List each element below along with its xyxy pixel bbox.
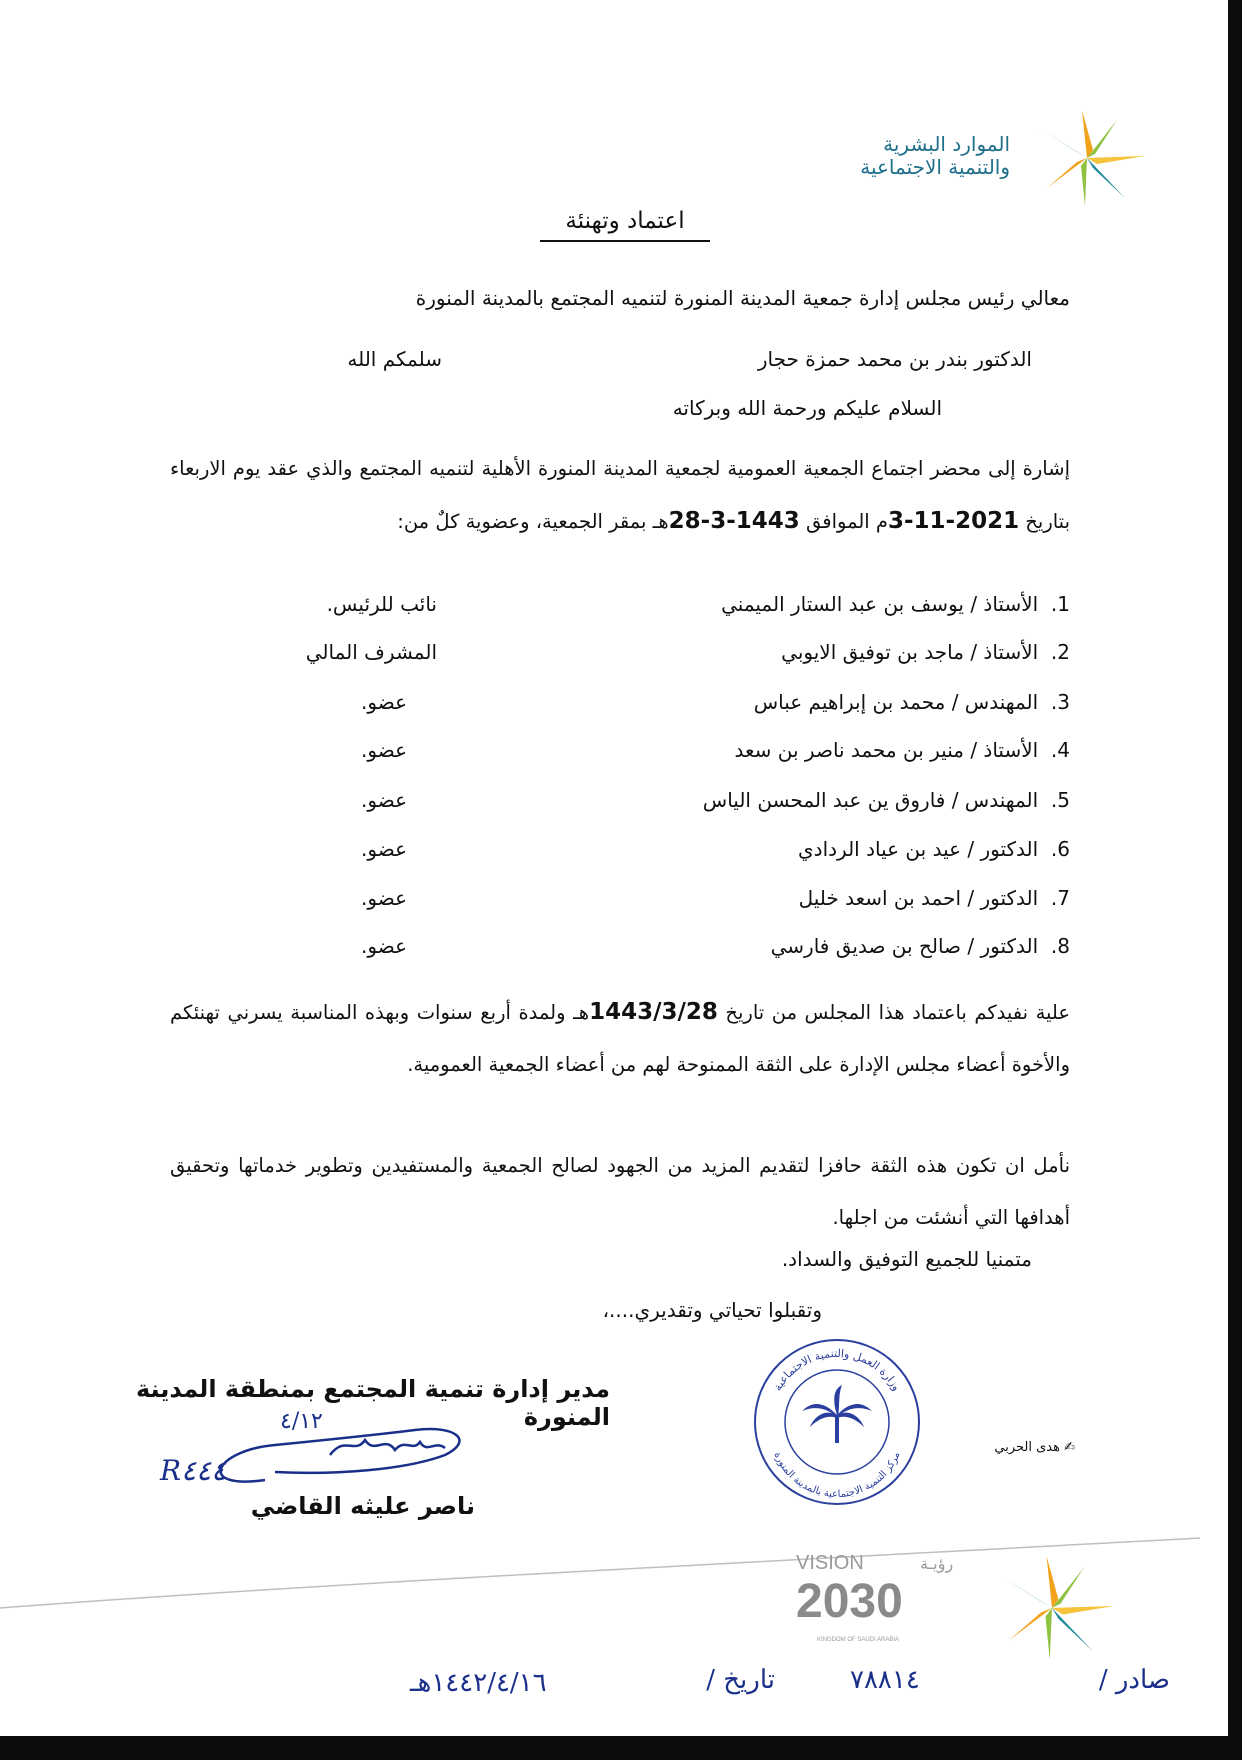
- official-stamp: [750, 1335, 925, 1510]
- recipient-salute: سلمكم الله: [347, 347, 442, 371]
- member-name: المهندس / فاروق ين عبد المحسن الياس: [702, 788, 1039, 812]
- member-name: الأستاذ / ماجد بن توفيق الايوبي: [781, 640, 1039, 664]
- preparer-initials: [950, 1440, 1075, 1455]
- member-row-8: [550, 932, 1070, 960]
- svg-text:مركز التنمية الاجتماعية بالمدي: [771, 1451, 902, 1501]
- member-row-6: [550, 835, 1070, 863]
- member-role: نائب للرئيس.: [326, 592, 437, 616]
- member-number: 1.: [1050, 592, 1070, 616]
- member-role: المشرف المالي: [305, 640, 437, 664]
- member-name: الدكتور / احمد بن اسعد خليل: [798, 886, 1039, 910]
- member-row-3: [550, 688, 1070, 716]
- member-number: 4.: [1050, 738, 1070, 762]
- pen-icon: ✍: [1064, 1440, 1075, 1455]
- member-role: عضو.: [361, 788, 407, 812]
- approval-text-2: هـ ولمدة أربع سنوات وبهذه المناسبة يسرني تهنئكم والأخوة أعضاء مجلس الإدارة على الثقة الممنوحة لهم من أعضاء الجمعية العمومية.: [170, 1001, 1070, 1076]
- member-name: الأستاذ / يوسف بن عبد الستار الميمني: [721, 592, 1039, 616]
- date-value: ١٤٤٢/٤/١٦هـ: [410, 1668, 547, 1698]
- vision-year: 2030: [796, 1575, 903, 1628]
- member-number: 3.: [1050, 690, 1070, 714]
- scan-border-right: [1228, 0, 1242, 1760]
- vision-2030-logo: [788, 1545, 954, 1680]
- member-number: 7.: [1050, 886, 1070, 910]
- handwritten-initials: R٤٤٤: [160, 1454, 227, 1487]
- ministry-star-logo-icon: [1025, 108, 1150, 208]
- approval-date: 1443/3/28: [589, 999, 718, 1025]
- member-row-1: [550, 590, 1070, 618]
- intro-text-3: هـ بمقر الجمعية، وعضوية كلٌ من:: [397, 510, 669, 533]
- document-title: اعتماد وتهنئة: [540, 208, 710, 242]
- signatory-name: ناصر عليثه القاضي: [250, 1492, 475, 1520]
- handwritten-signature: [155, 1410, 495, 1505]
- date-label: تاريخ /: [706, 1665, 775, 1695]
- outgoing-number: ٧٨٨١٤: [850, 1665, 920, 1695]
- ministry-name: [710, 133, 1010, 179]
- intro-hijri-date: 28-3-1443: [668, 508, 800, 534]
- approval-text-1: علية نفيدكم باعتماد هذا المجلس من تاريخ: [717, 1001, 1070, 1024]
- closing-line: وتقبلوا تحياتي وتقديري....،: [602, 1298, 822, 1322]
- scan-border-bottom: [0, 1736, 1242, 1760]
- member-row-7: [550, 884, 1070, 912]
- intro-text-2: م الموافق: [799, 510, 888, 533]
- member-number: 5.: [1050, 788, 1070, 812]
- member-name: الأستاذ / منير بن محمد ناصر بن سعد: [734, 738, 1039, 762]
- intro-text-1: إشارة إلى محضر اجتماع الجمعية العمومية لجمعية المدينة المنورة الأهلية لتنميه المجتمع والذي عقد يوم الاربعاء بتاريخ: [170, 457, 1070, 533]
- member-role: عضو.: [361, 738, 407, 762]
- recipient-name: الدكتور بندر بن محمد حمزة حجار: [757, 347, 1032, 371]
- member-row-2: [550, 638, 1070, 666]
- member-role: عضو.: [361, 690, 407, 714]
- hope-paragraph: نأمل ان تكون هذه الثقة حافزا لتقديم المزيد من الجهود لصالح الجمعية والمستفيدين وتطوير خدماتها وتحقيق أهدافها التي أنشئت من اجلها.: [170, 1154, 1070, 1229]
- signatory-title: مدير إدارة تنمية المجتمع بمنطقة المدينة المنورة: [135, 1375, 610, 1431]
- ministry-name-line1: الموارد البشرية: [883, 132, 1010, 156]
- stamp-bottom-text: مركز التنمية الاجتماعية بالمدينة المنورة: [771, 1450, 903, 1501]
- vision-country: KINGDOM OF SAUDI ARABIA: [816, 1637, 900, 1643]
- recipient-line: معالي رئيس مجلس إدارة جمعية المدينة المنورة لتنميه المجتمع بالمدينة المنورة: [415, 286, 1070, 310]
- vision-en: VISION: [796, 1552, 864, 1574]
- member-number: 6.: [1050, 837, 1070, 861]
- handwritten-date: ٤/١٢: [280, 1409, 323, 1434]
- member-number: 8.: [1050, 934, 1070, 958]
- member-name: المهندس / محمد بن إبراهيم عباس: [753, 690, 1039, 714]
- member-role: عضو.: [361, 934, 407, 958]
- member-name: الدكتور / صالح بن صديق فارسي: [770, 934, 1039, 958]
- palm-tree-icon: [802, 1385, 872, 1443]
- intro-paragraph: [170, 443, 1070, 548]
- member-role: عضو.: [361, 886, 407, 910]
- vision-ar: رؤيـة: [920, 1554, 954, 1573]
- member-row-5: [550, 786, 1070, 814]
- greeting-line: السلام عليكم ورحمة الله وبركاته: [672, 396, 942, 420]
- ministry-name-line2: والتنمية الاجتماعية: [860, 155, 1010, 179]
- member-name: الدكتور / عيد بن عياد الردادي: [798, 837, 1039, 861]
- member-row-4: [550, 736, 1070, 764]
- intro-gregorian-date: 3-11-2021: [887, 508, 1020, 534]
- stamp-top-text: وزارة العمل والتنمية الاجتماعية: [770, 1346, 904, 1394]
- member-role: عضو.: [361, 837, 407, 861]
- wish-line: متمنيا للجميع التوفيق والسداد.: [781, 1247, 1032, 1271]
- ministry-star-logo-icon: [985, 1553, 1120, 1663]
- member-number: 2.: [1050, 640, 1070, 664]
- preparer-name: هدى الحربي: [994, 1440, 1060, 1455]
- approval-paragraph: [170, 986, 1070, 1091]
- outgoing-label: صادر /: [1098, 1665, 1170, 1695]
